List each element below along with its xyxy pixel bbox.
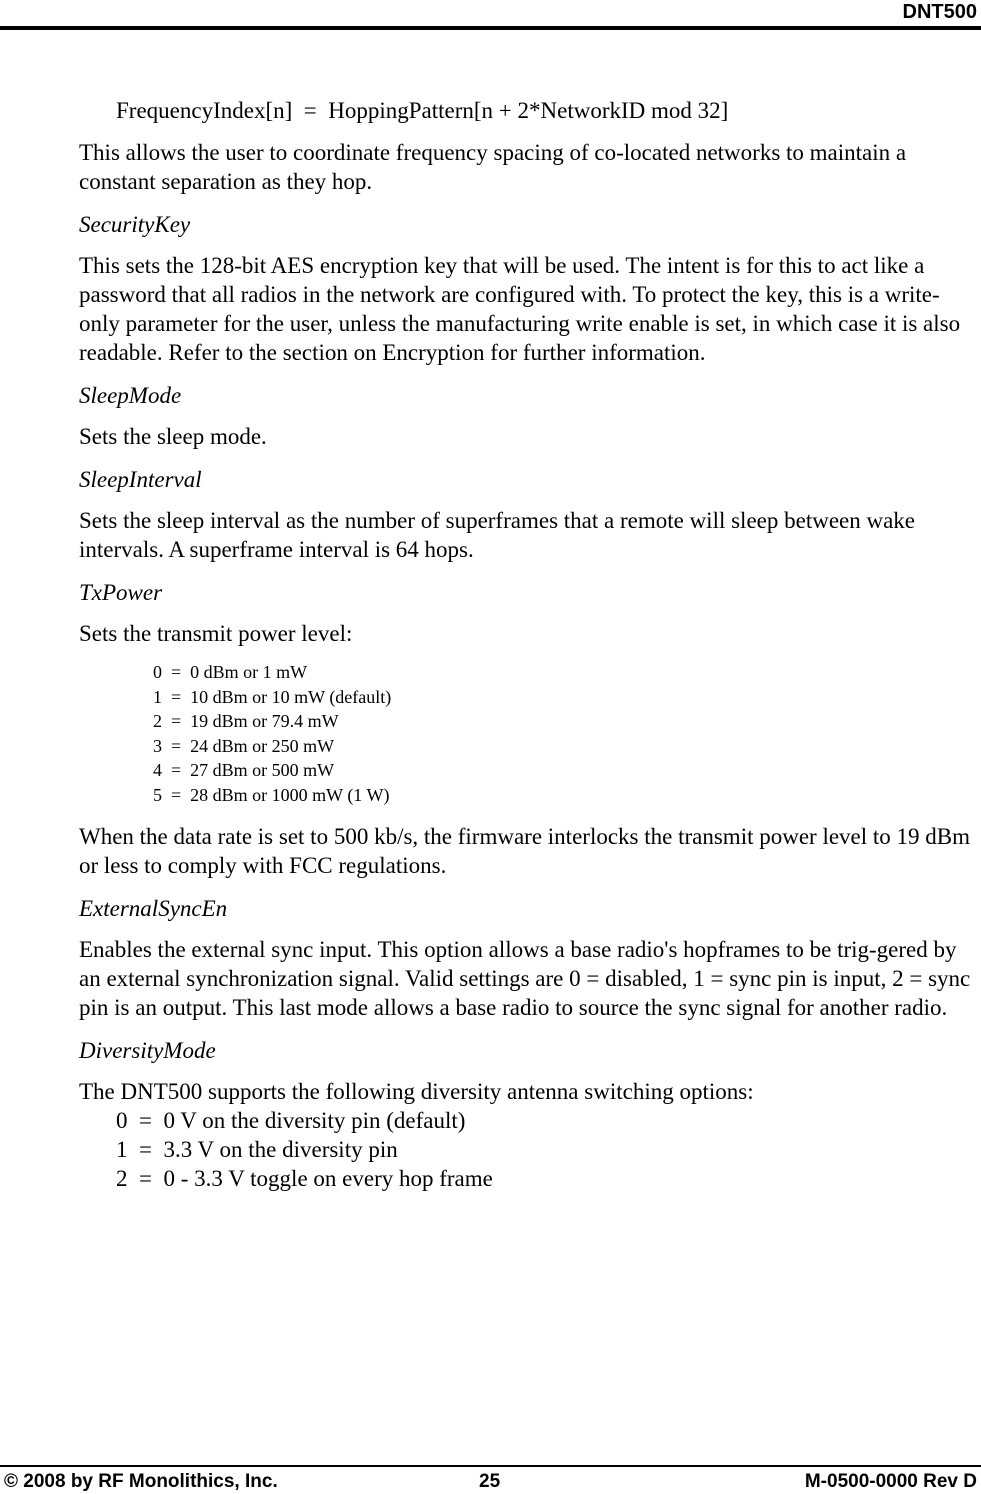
intro-paragraph: This allows the user to coordinate frequency spacing of co-located networks to maintain a constant separation as they hop. (79, 140, 907, 194)
tx-power-level-item: 0 = 0 dBm or 1 mW (153, 662, 308, 682)
tx-power-level-item: 2 = 19 dBm or 79.4 mW (153, 711, 339, 732)
page-content (79, 96, 979, 1193)
sleep-mode-description: Sets the sleep mode. (79, 424, 267, 449)
tx-power-level-item: 1 = 10 dBm or 10 mW (default) (153, 686, 392, 707)
diversity-option-list (116, 1106, 979, 1193)
tx-power-level-item: 3 = 24 dBm or 250 mW (153, 735, 335, 756)
external-sync-heading: ExternalSyncEn (79, 895, 228, 921)
external-sync-description: Enables the external sync input. This option allows a base radio's hopframes to be trig-gered by an external synchronization signal. Valid settings are 0 = disabled, 1 = sync pin is input, 2 = sync pin is an output. This last mode allows a base radio to source the sync signal for another radio. (79, 936, 971, 1020)
tx-power-note: When the data rate is set to 500 kb/s, the firmware interlocks the transmit power level to 19 dBm or less to comply with FCC regulations. (79, 823, 971, 878)
header-divider (0, 26, 981, 30)
footer-doc-id: M-0500-0000 Rev D (804, 1471, 977, 1492)
diversity-option-item: 0 = 0 V on the diversity pin (default) (116, 1107, 466, 1133)
footer-copyright: © 2008 by RF Monolithics, Inc. (4, 1471, 278, 1492)
sleep-interval-description: Sets the sleep interval as the number of superframes that a remote will sleep between wake intervals. A superframe interval is 64 hops. (79, 508, 916, 562)
tx-power-heading: TxPower (79, 580, 163, 605)
document-title: DNT500 (902, 1, 977, 23)
tx-power-description: Sets the transmit power level: (79, 621, 353, 646)
diversity-option-item: 2 = 0 - 3.3 V toggle on every hop frame (116, 1165, 493, 1191)
sleep-interval-heading: SleepInterval (79, 467, 202, 492)
diversity-mode-heading: DiversityMode (79, 1037, 216, 1063)
sleep-mode-heading: SleepMode (79, 383, 182, 408)
diversity-option-item: 1 = 3.3 V on the diversity pin (116, 1136, 398, 1162)
tx-power-level-item: 5 = 28 dBm or 1000 mW (1 W) (153, 784, 390, 805)
footer-divider (0, 1465, 981, 1467)
diversity-mode-description: The DNT500 supports the following diversity antenna switching options: (79, 1078, 754, 1104)
security-key-heading: SecurityKey (79, 212, 191, 237)
footer-page-number: 25 (479, 1471, 501, 1492)
security-key-description: This sets the 128-bit AES encryption key that will be used. The intent is for this to act like a password that all radios in the network are configured with. To protect the key, this is a write-only parameter for the user, unless the manufacturing write enable is set, in which case it is also readable. Refer to the section on Encryption for further information. (79, 253, 961, 365)
tx-power-level-item: 4 = 27 dBm or 500 mW (153, 760, 335, 781)
frequency-index-formula: FrequencyIndex[n] = HoppingPattern[n + 2*NetworkID mod 32] (116, 98, 729, 123)
tx-power-level-list (153, 660, 979, 808)
